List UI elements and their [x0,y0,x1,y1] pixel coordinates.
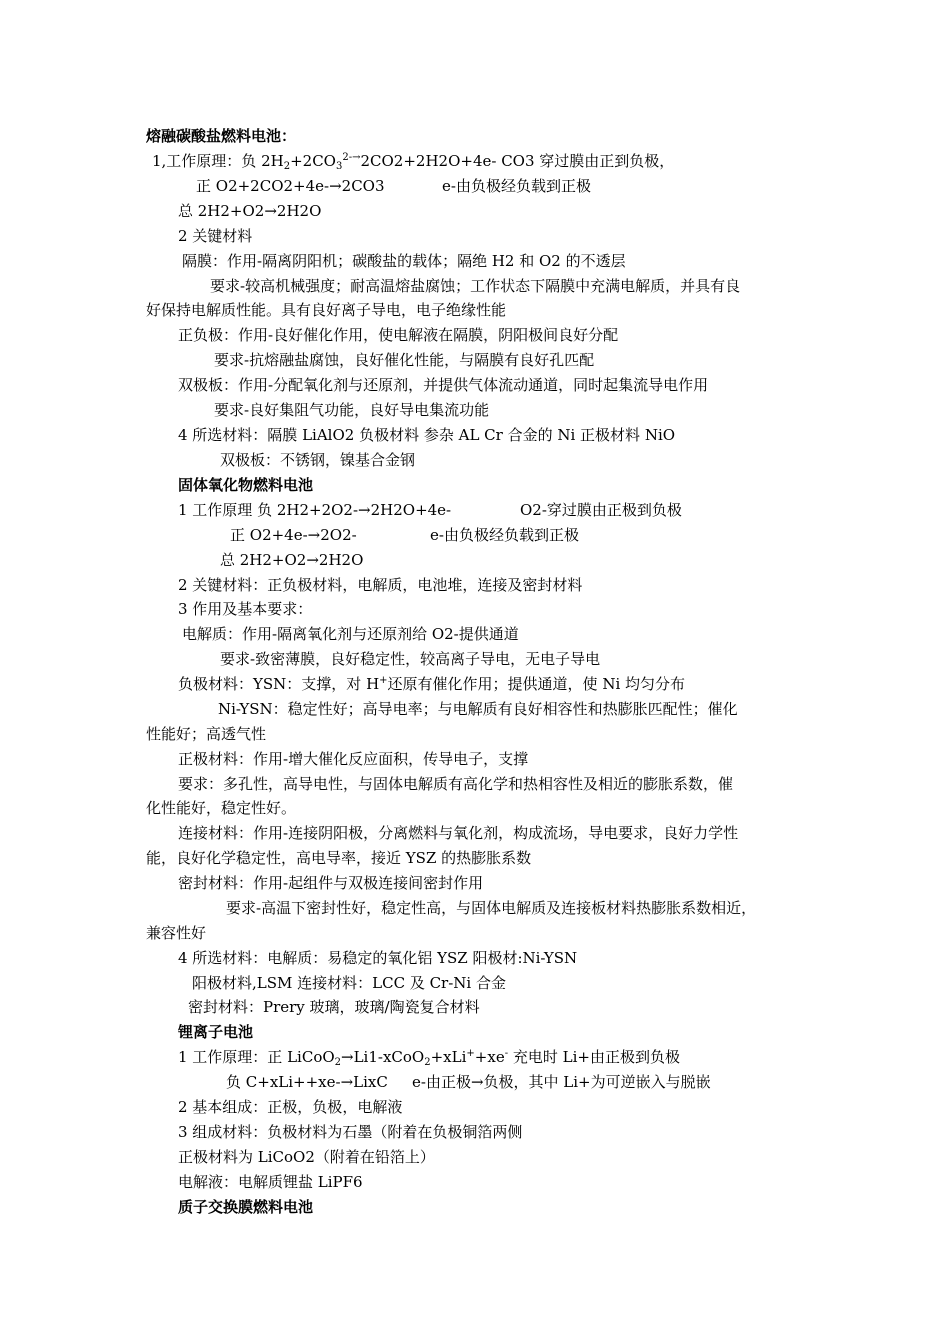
section-title-mcfc: 熔融碳酸盐燃料电池： [146,127,297,145]
sofc-seal-req-cont: 兼容性好 [146,924,207,942]
sofc-electrolyte-role: 电解质：作用-隔离氧化剂与还原剂给 O2-提供通道 [182,625,519,643]
liion-principle-cathode: 1 工作原理：正 LiCoO$_2$→Li1-xCoO$_2$+xLi++xe- 充电时 Li+由正极到负极 [178,1048,680,1068]
section-title-liion: 锂离子电池 [178,1023,254,1041]
section-title-pemfc: 质子交换膜燃料电池 [178,1198,314,1216]
mcfc-bipolar-req: 要求-良好集阻气功能，良好导电集流功能 [214,401,490,419]
sofc-cathode-req-cont: 化性能好，稳定性好。 [146,799,297,817]
sofc-cathode-role: 正极材料：作用-增大催化反应面积，传导电子，支撑 [178,750,529,768]
sofc-principle-cathode: 正 O2+4e-→2O2- e-由负极经负载到正极 [230,526,579,544]
sofc-ni-ysn: Ni-YSN：稳定性好；高导电率；与电解质有良好相容性和热膨胀匹配性；催化 [218,700,738,718]
sofc-anode-material: 负极材料：YSN：支撑，对 H+还原有催化作用；提供通道，使 Ni 均匀分布 [178,675,686,693]
sofc-interconnect-role: 连接材料：作用-连接阴阳极，分离燃料与氧化剂，构成流场，导电要求，良好力学性 [178,824,739,842]
mcfc-principle-cathode: 正 O2+2CO2+4e-→2CO3 e-由负极经负载到正极 [196,177,591,195]
liion-anode-material: 3 组成材料：负极材料为石墨（附着在负极铜箔两侧 [178,1123,523,1141]
mcfc-bipolar-material: 双极板：不锈钢，镍基合金钢 [220,451,416,469]
mcfc-diaphragm-req: 要求-较高机械强度；耐高温熔盐腐蚀；工作状态下隔膜中充满电解质，并具有良 [210,277,741,295]
liion-electrolyte: 电解液：电解质锂盐 LiPF6 [178,1173,363,1191]
sofc-interconnect-cont: 能，良好化学稳定性，高电导率，接近 YSZ 的热膨胀系数 [146,849,532,867]
sofc-selected-materials: 4 所选材料：电解质：易稳定的氧化铝 YSZ 阳极材:Ni-YSN [178,949,578,967]
sofc-seal-req: 要求-高温下密封性好，稳定性高，与固体电解质及连接板材料热膨胀系数相近， [226,899,757,917]
mcfc-diaphragm-req-cont: 好保持电解质性能。具有良好离子导电，电子绝缘性能 [146,301,507,319]
sofc-seal-role: 密封材料：作用-起组件与双极连接间密封作用 [178,874,484,892]
sofc-cathode-req: 要求：多孔性，高导电性，与固体电解质有高化学和热相容性及相近的膨胀系数，催 [178,775,734,793]
mcfc-bipolar-role: 双极板：作用-分配氧化剂与还原剂，并提供气体流动通道，同时起集流导电作用 [178,376,709,394]
liion-basic-components: 2 基本组成：正极，负极，电解液 [178,1098,403,1116]
mcfc-electrode-role: 正负极：作用-良好催化作用，使电解液在隔膜，阴阳极间良好分配 [178,326,619,344]
sofc-principle-anode: 1 工作原理 负 2H2+2O2-→2H2O+4e- O2-穿过膜由正极到负极 [178,501,682,519]
mcfc-principle-anode: 1,工作原理：负 $2H_2+2CO_3^{2-\to}2CO2+2H2O+4e-$ CO3 穿过膜由正到负极， [152,152,675,172]
liion-cathode-material: 正极材料为 LiCoO2（附着在铅箔上） [178,1148,435,1166]
sofc-electrolyte-req: 要求-致密薄膜，良好稳定性，较高离子导电，无电子导电 [220,650,601,668]
sofc-seal-materials: 密封材料：Prery 玻璃，玻璃/陶瓷复合材料 [188,998,480,1016]
mcfc-key-materials: 2 关键材料 [178,227,253,245]
sofc-roles-heading: 3 作用及基本要求： [178,600,313,618]
sofc-principle-total: 总 2H2+O2→2H2O [220,551,364,569]
sofc-ni-ysn-cont: 性能好；高透气性 [146,725,267,743]
sofc-cathode-interconnect-materials: 阳极材料,LSM 连接材料：LCC 及 Cr-Ni 合金 [192,974,506,992]
mcfc-selected-materials: 4 所选材料：隔膜 LiAlO2 负极材料 参杂 AL Cr 合金的 Ni 正极材料 NiO [178,426,676,444]
sofc-key-materials: 2 关键材料：正负极材料，电解质，电池堆，连接及密封材料 [178,576,583,594]
section-title-sofc: 固体氧化物燃料电池 [178,476,314,494]
liion-principle-anode: 负 C+xLi++xe-→LixC e-由正极→负极，其中 Li+为可逆嵌入与脱嵌 [226,1073,711,1091]
mcfc-principle-total: 总 2H2+O2→2H2O [178,202,322,220]
mcfc-diaphragm-role: 隔膜：作用-隔离阴阳机；碳酸盐的载体；隔绝 H2 和 O2 的不透层 [182,252,626,270]
mcfc-electrode-req: 要求-抗熔融盐腐蚀，良好催化性能，与隔膜有良好孔匹配 [214,351,595,369]
